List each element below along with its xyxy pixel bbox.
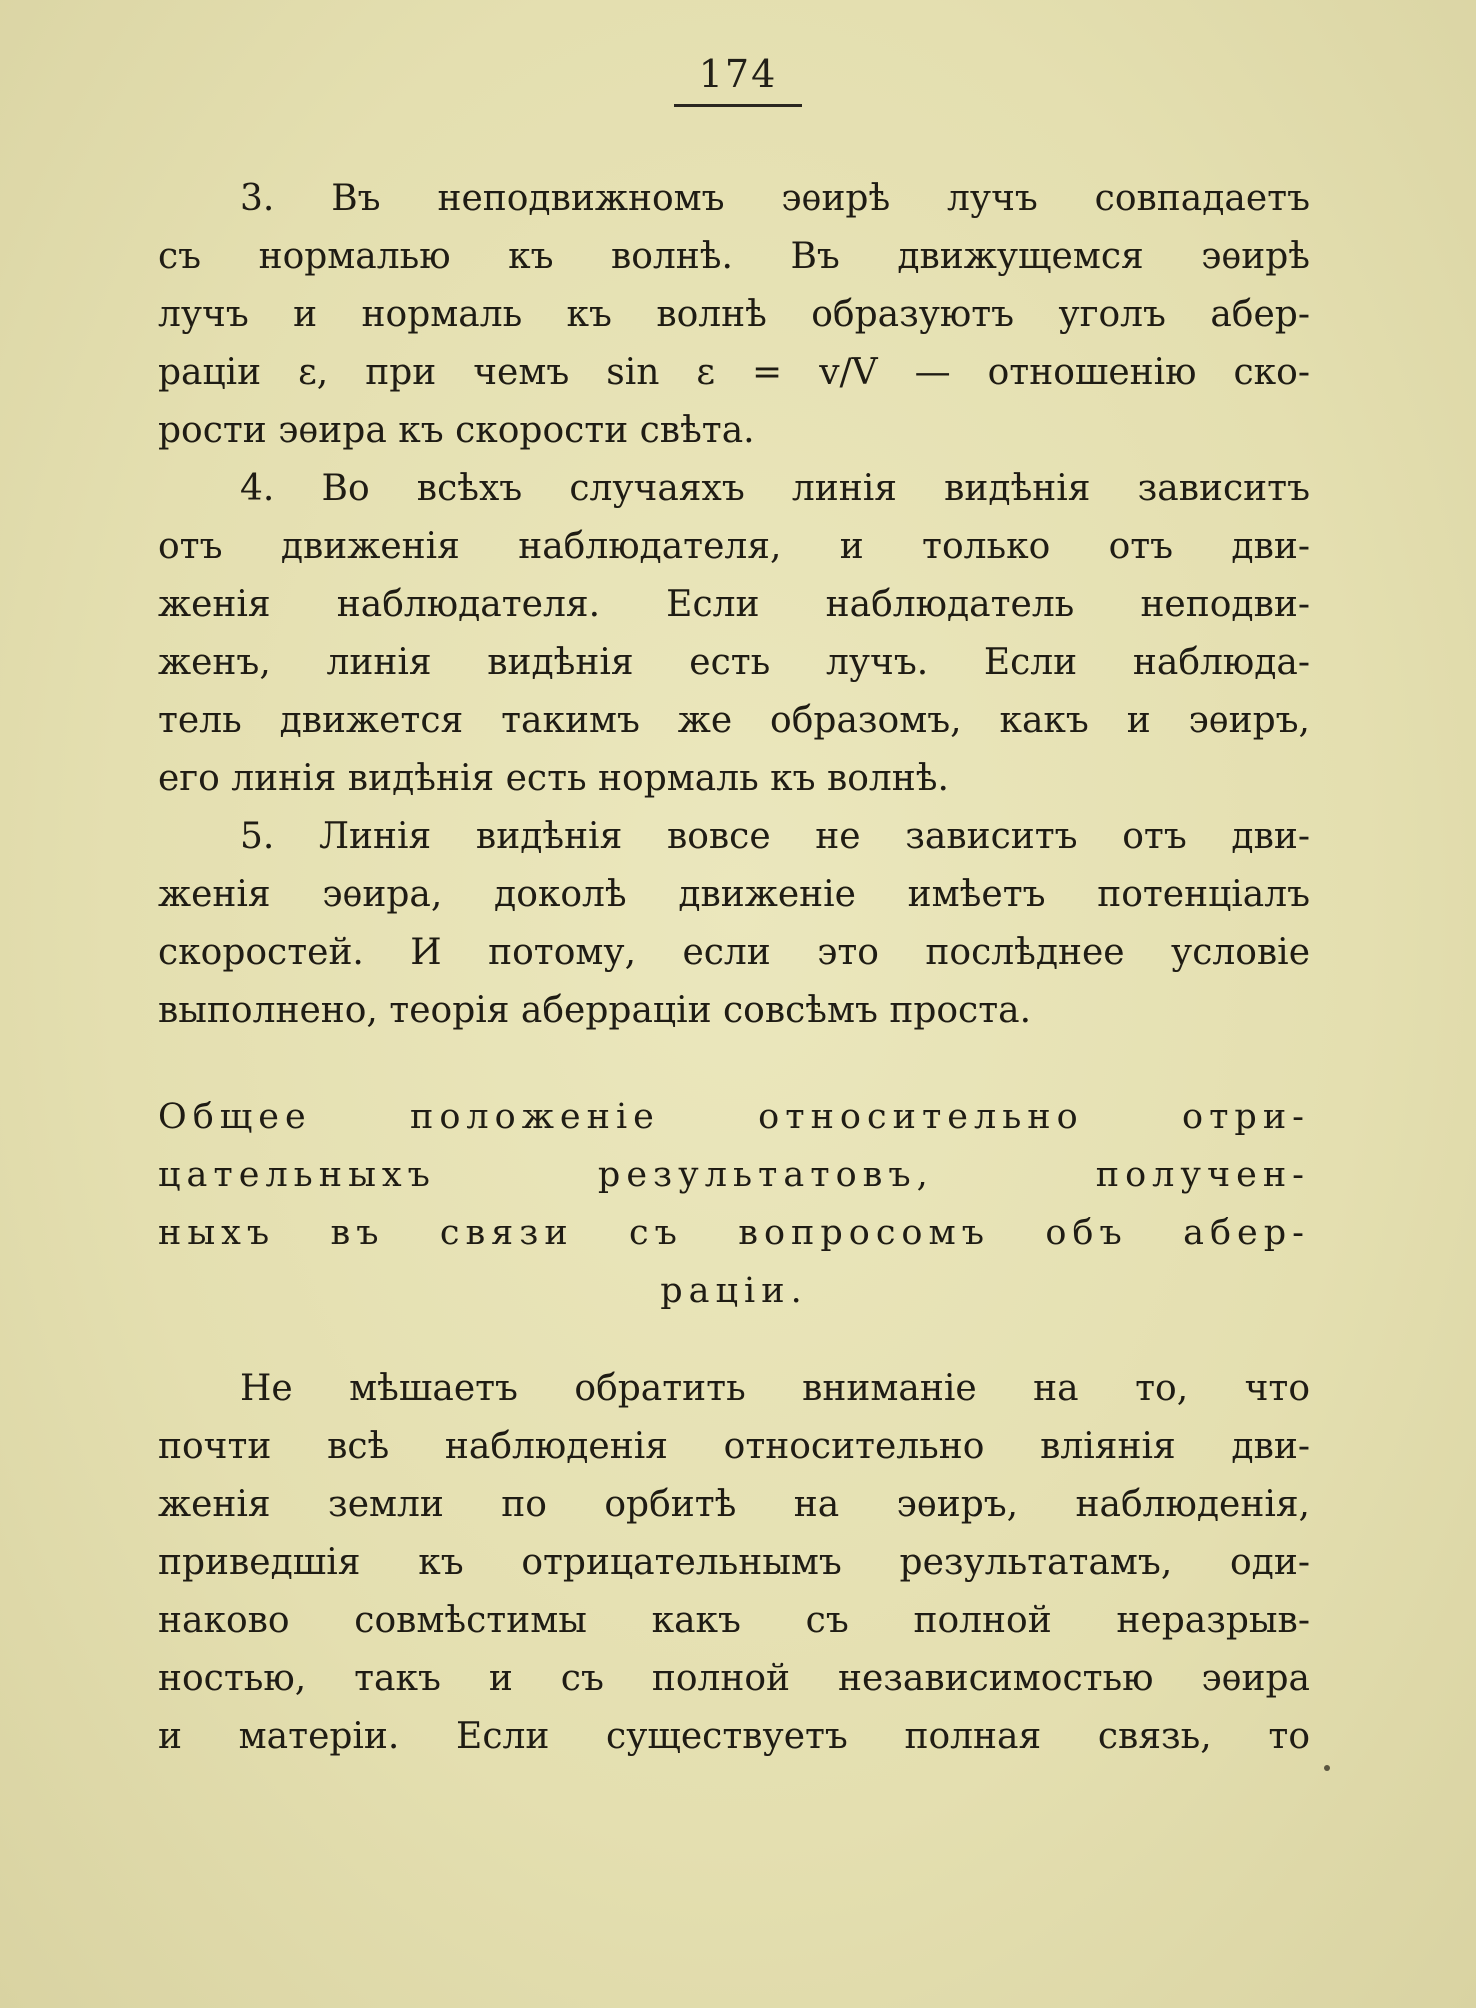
body-text bbox=[158, 170, 1310, 1766]
text-line: женія наблюдателя. Если наблюдатель неподви- bbox=[158, 584, 1310, 625]
text-line: наково совмѣстимы какъ съ полной неразрыв- bbox=[158, 1600, 1310, 1641]
heading-line: Общее положеніе относительно отри- bbox=[158, 1097, 1310, 1137]
page-number: 174 bbox=[698, 52, 778, 96]
paragraph-4 bbox=[158, 460, 1310, 808]
text-line: 5. Линія видѣнія вовсе не зависитъ отъ дви- bbox=[240, 816, 1310, 857]
text-line: и матеріи. Если существуетъ полная связь, то bbox=[158, 1716, 1310, 1757]
heading-line: цательныхъ результатовъ, получен- bbox=[158, 1155, 1310, 1195]
paragraph-5 bbox=[158, 808, 1310, 1040]
text-line: тель движется такимъ же образомъ, какъ и эѳиръ, bbox=[158, 700, 1310, 741]
section-heading bbox=[158, 1088, 1310, 1320]
text-line: ностью, такъ и съ полной независимостью эѳира bbox=[158, 1658, 1310, 1699]
heading-line: ныхъ въ связи съ вопросомъ объ абер- bbox=[158, 1213, 1310, 1253]
text-line: скоростей. И потому, если это послѣднее условіе bbox=[158, 932, 1310, 973]
text-line: женія эѳира, доколѣ движеніе имѣетъ потенціалъ bbox=[158, 874, 1310, 915]
text-line: женія земли по орбитѣ на эѳиръ, наблюденія, bbox=[158, 1484, 1310, 1525]
text-line: почти всѣ наблюденія относительно вліянія дви- bbox=[158, 1426, 1310, 1467]
text-line: съ нормалью къ волнѣ. Въ движущемся эѳирѣ bbox=[158, 236, 1310, 277]
text-line: Не мѣшаетъ обратить вниманіе на то, что bbox=[240, 1368, 1310, 1409]
text-line: его линія видѣнія есть нормаль къ волнѣ. bbox=[158, 758, 949, 799]
page-number-rule bbox=[674, 104, 802, 107]
text-line: рости эѳира къ скорости свѣта. bbox=[158, 410, 755, 451]
section-gap bbox=[158, 1040, 1310, 1088]
final-paragraph bbox=[158, 1360, 1310, 1766]
text-line: приведшія къ отрицательнымъ результатамъ, оди- bbox=[158, 1542, 1310, 1583]
text-line: раціи ε, при чемъ sin ε = v/V — отношенію ско- bbox=[158, 352, 1310, 393]
text-line: женъ, линія видѣнія есть лучъ. Если наблюда- bbox=[158, 642, 1310, 683]
text-line: отъ движенія наблюдателя, и только отъ дви- bbox=[158, 526, 1310, 567]
text-line: 3. Въ неподвижномъ эѳирѣ лучъ совпадаетъ bbox=[240, 178, 1310, 219]
heading-gap bbox=[158, 1320, 1310, 1360]
heading-line: раціи. bbox=[660, 1271, 808, 1311]
paper-speck bbox=[1324, 1765, 1330, 1771]
paragraph-3 bbox=[158, 170, 1310, 460]
text-line: выполнено, теорія аберраціи совсѣмъ проста. bbox=[158, 990, 1032, 1031]
text-line: 4. Во всѣхъ случаяхъ линія видѣнія зависитъ bbox=[240, 468, 1310, 509]
text-line: лучъ и нормаль къ волнѣ образуютъ уголъ абер- bbox=[158, 294, 1310, 335]
